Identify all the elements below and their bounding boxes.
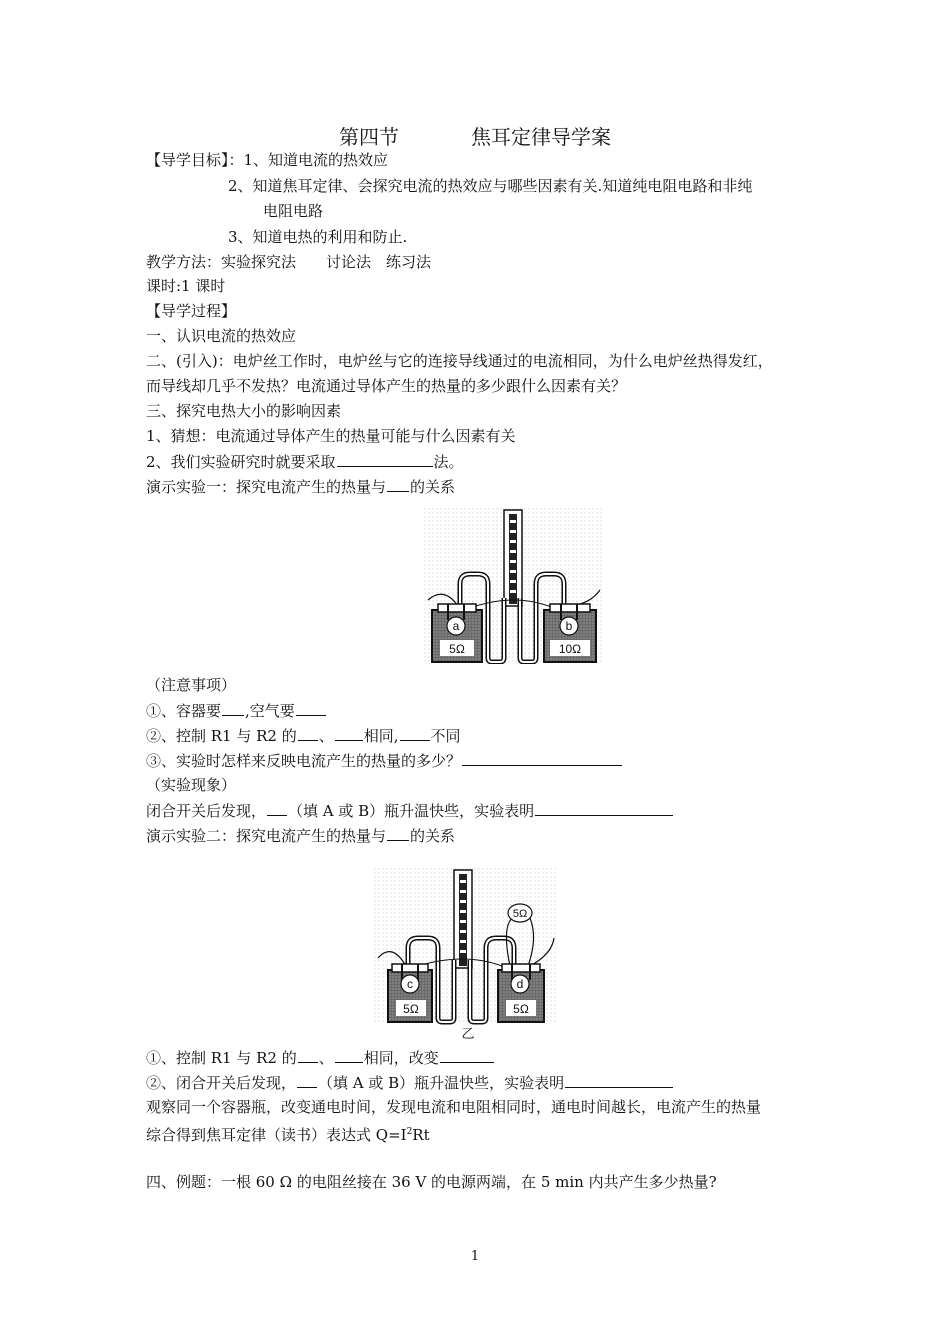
notes-heading: （注意事项）: [146, 676, 237, 694]
jar-c-label: c: [407, 977, 413, 991]
phenomenon-2: ②、闭合开关后发现， （填 A 或 B）瓶升温快些，实验表明: [146, 1072, 674, 1093]
page-number: 1: [470, 1249, 480, 1264]
jar-d-resistance: 5Ω: [513, 1002, 529, 1016]
section-3: 三、探究电热大小的影响因素: [146, 402, 342, 420]
method-line: 2、我们实验研究时就要采取 法。: [146, 453, 464, 471]
blank-phen1-a[interactable]: [267, 800, 287, 816]
blank-note2-c[interactable]: [400, 725, 430, 741]
blank-phen1-b[interactable]: [535, 800, 673, 816]
goal-2a: 2、知道焦耳定律、会探究电流的热效应与哪些因素有关.知道纯电阻电路和非纯: [228, 177, 753, 195]
blank-method[interactable]: [337, 451, 433, 467]
goal-2b: 电阻电路: [263, 202, 324, 220]
blank-note3[interactable]: [462, 750, 622, 766]
jar-b-label: b: [565, 619, 573, 633]
phenomenon-1: 闭合开关后发现， （填 A 或 B）瓶升温快些，实验表明: [146, 800, 674, 821]
experiment-figure-1: [424, 508, 604, 664]
title-topic: 焦耳定律导学案: [471, 125, 611, 149]
blank-ctrl2-c[interactable]: [440, 1047, 494, 1063]
guess-line: 1、猜想：电流通过导体产生的热量可能与什么因素有关: [146, 427, 516, 445]
note-2: ②、控制 R1 与 R2 的 、 相同, 不同: [146, 727, 461, 745]
note-3: ③、实验时怎样来反映电流产生的热量的多少？: [146, 750, 623, 771]
observation-line: 观察同一个容器瓶，改变通电时间，发现电流和电阻相同时，通电时间越长，电流产生的热量: [146, 1098, 762, 1116]
goal-3: 3、知道电热的利用和防止.: [228, 228, 408, 246]
process-heading: 【导学过程】: [146, 302, 237, 320]
phenomenon-heading: （实验现象）: [146, 776, 237, 794]
demo2-line: 演示实验二：探究电流产生的热量与 的关系: [146, 827, 456, 845]
blank-demo2[interactable]: [387, 825, 409, 841]
blank-ctrl2-b[interactable]: [335, 1047, 363, 1063]
external-resistor-label: 5Ω: [512, 908, 528, 920]
teaching-method: 教学方法：实验探究法 讨论法 练习法: [146, 253, 432, 271]
section-2-line-2: 而导线却几乎不发热？电流通过导体产生的热量的多少跟什么因素有关？: [146, 377, 627, 395]
blank-note2-b[interactable]: [335, 725, 363, 741]
class-period: 课时:1 课时: [146, 277, 226, 295]
figure-2-caption: 乙: [461, 1027, 475, 1042]
blank-phen2-b[interactable]: [565, 1072, 673, 1088]
experiment-figure-2: [374, 868, 558, 1042]
jar-c-resistance: 5Ω: [403, 1002, 419, 1016]
page-title: [0, 125, 950, 149]
control-2: ①、控制 R1 与 R2 的 、 相同，改变: [146, 1047, 495, 1068]
example-problem: 四、例题：一根 60 Ω 的电阻丝接在 36 V 的电源两端，在 5 min 内共产生多少热量?: [146, 1173, 717, 1191]
blank-note2-a[interactable]: [298, 725, 318, 741]
section-2-line-1: 二、(引入)：电炉丝工作时，电炉丝与它的连接导线通过的电流相同，为什么电炉丝热得发红，: [146, 352, 773, 370]
demo1-line: 演示实验一：探究电流产生的热量与 的关系: [146, 478, 456, 496]
title-section: 第四节: [339, 125, 399, 149]
joule-law-summary: 综合得到焦耳定律（读书）表达式 $Q=I^2Rt$: [146, 1126, 430, 1144]
blank-ctrl2-a[interactable]: [298, 1047, 318, 1063]
jar-b-resistance: 10Ω: [558, 642, 582, 656]
section-1: 一、认识电流的热效应: [146, 327, 297, 345]
jar-a-resistance: 5Ω: [449, 642, 465, 656]
note-1: ①、容器要 ,空气要: [146, 700, 327, 721]
blank-note1-a[interactable]: [222, 700, 244, 716]
jar-a-label: a: [452, 619, 460, 633]
blank-demo1[interactable]: [387, 476, 409, 492]
blank-note1-b[interactable]: [296, 700, 326, 716]
jar-d-label: d: [516, 977, 524, 991]
blank-phen2-a[interactable]: [297, 1072, 317, 1088]
goals-heading: 【导学目标】：1、知道电流的热效应: [146, 151, 389, 169]
